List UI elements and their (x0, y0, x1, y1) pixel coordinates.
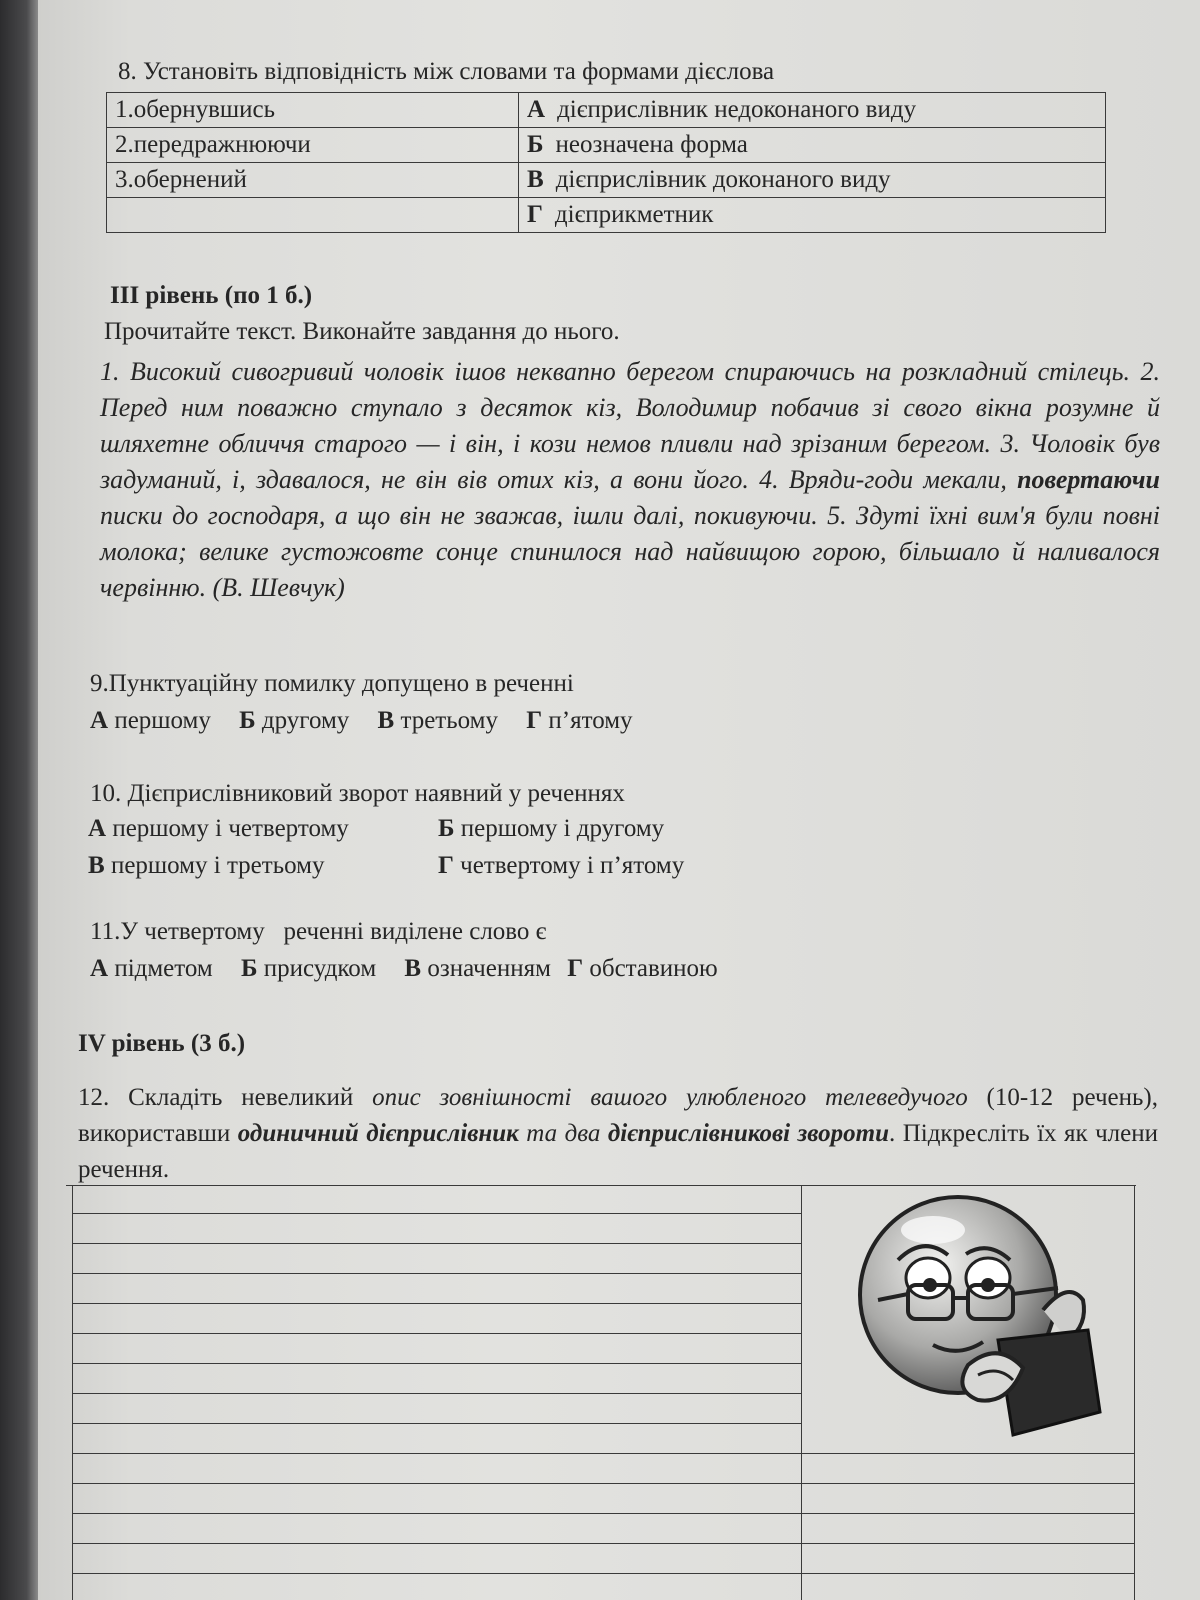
task-12-text: 12. Складіть невеликий опис зовнішності вашого улюбленого телеведучого (10-12 речень), використавши одиничний дієприслівник та два дієприслівникові звороти. Підкресліть їх як члени речення. (78, 1084, 1158, 1183)
table-row (107, 163, 1106, 198)
word-cell: 1.обернувшись (107, 93, 519, 128)
q8-title: 8. Установіть відповідність між словами та формами дієслова (118, 58, 775, 85)
q9-text: 9.Пунктуаційну помилку допущено в реченні (90, 670, 574, 697)
form-cell: Г дієприкметник (519, 198, 1106, 233)
table-row (107, 128, 1106, 163)
q11-text: 11.У четвертому реченні виділене слово є (90, 918, 547, 945)
word-cell: 3.обернений (107, 163, 519, 198)
level-3-heading: ІІІ рівень (по 1 б.) (110, 282, 313, 309)
form-cell: В дієприслівник доконаного виду (519, 163, 1106, 198)
reading-passage: 1. Високий сивогривий чоловік ішов неквапно берегом спираючись на розкладний стілець. 2. Перед ним поважно ступало з десяток кіз, Володимир побачив зі свого вікна розумне й шляхетне обличчя старого — і він, і кози немов пливли над зрізаним берегом. 3. Чоловік був задуманий, і, здавалося, не він вів отих кіз, а вони його. 4. Вряди-годи мекали, повертаючи писки до господаря, а що він не зважав, ішли далі, покивуючи. 5. Здуті їхні вим'я були повні молока; велике густожовте сонце спинилося над найвищою горою, більшало й наливалося червінню. (В. Шевчук) (100, 357, 1160, 602)
reading-instruction: Прочитайте текст. Виконайте завдання до нього. (104, 318, 620, 345)
form-cell: Б неозначена форма (519, 128, 1106, 163)
word-cell: 2.передражнюючи (107, 128, 519, 163)
matching-table (106, 92, 1106, 233)
book-spine (0, 0, 38, 1600)
level-4-heading: IV рівень (3 б.) (78, 1030, 246, 1057)
q10-options: А першому і четвертому Б першому і другому В першому і третьому Г четвертому і п’ятому (88, 815, 685, 879)
form-cell: А дієприслівник недоконаного виду (519, 93, 1106, 128)
reading-mascot-icon (838, 1190, 1118, 1455)
word-cell (107, 198, 519, 233)
table-row (107, 198, 1106, 233)
page (38, 0, 1200, 1600)
table-row (107, 93, 1106, 128)
highlighted-word: повертаючи (1017, 465, 1160, 494)
q9-options: А першому Б другому В третьому Г п’ятому (90, 707, 633, 734)
q10-text: 10. Дієприслівниковий зворот наявний у реченнях (90, 780, 625, 807)
q11-options: А підметом Б присудком В означенням Г обставиною (90, 955, 718, 982)
